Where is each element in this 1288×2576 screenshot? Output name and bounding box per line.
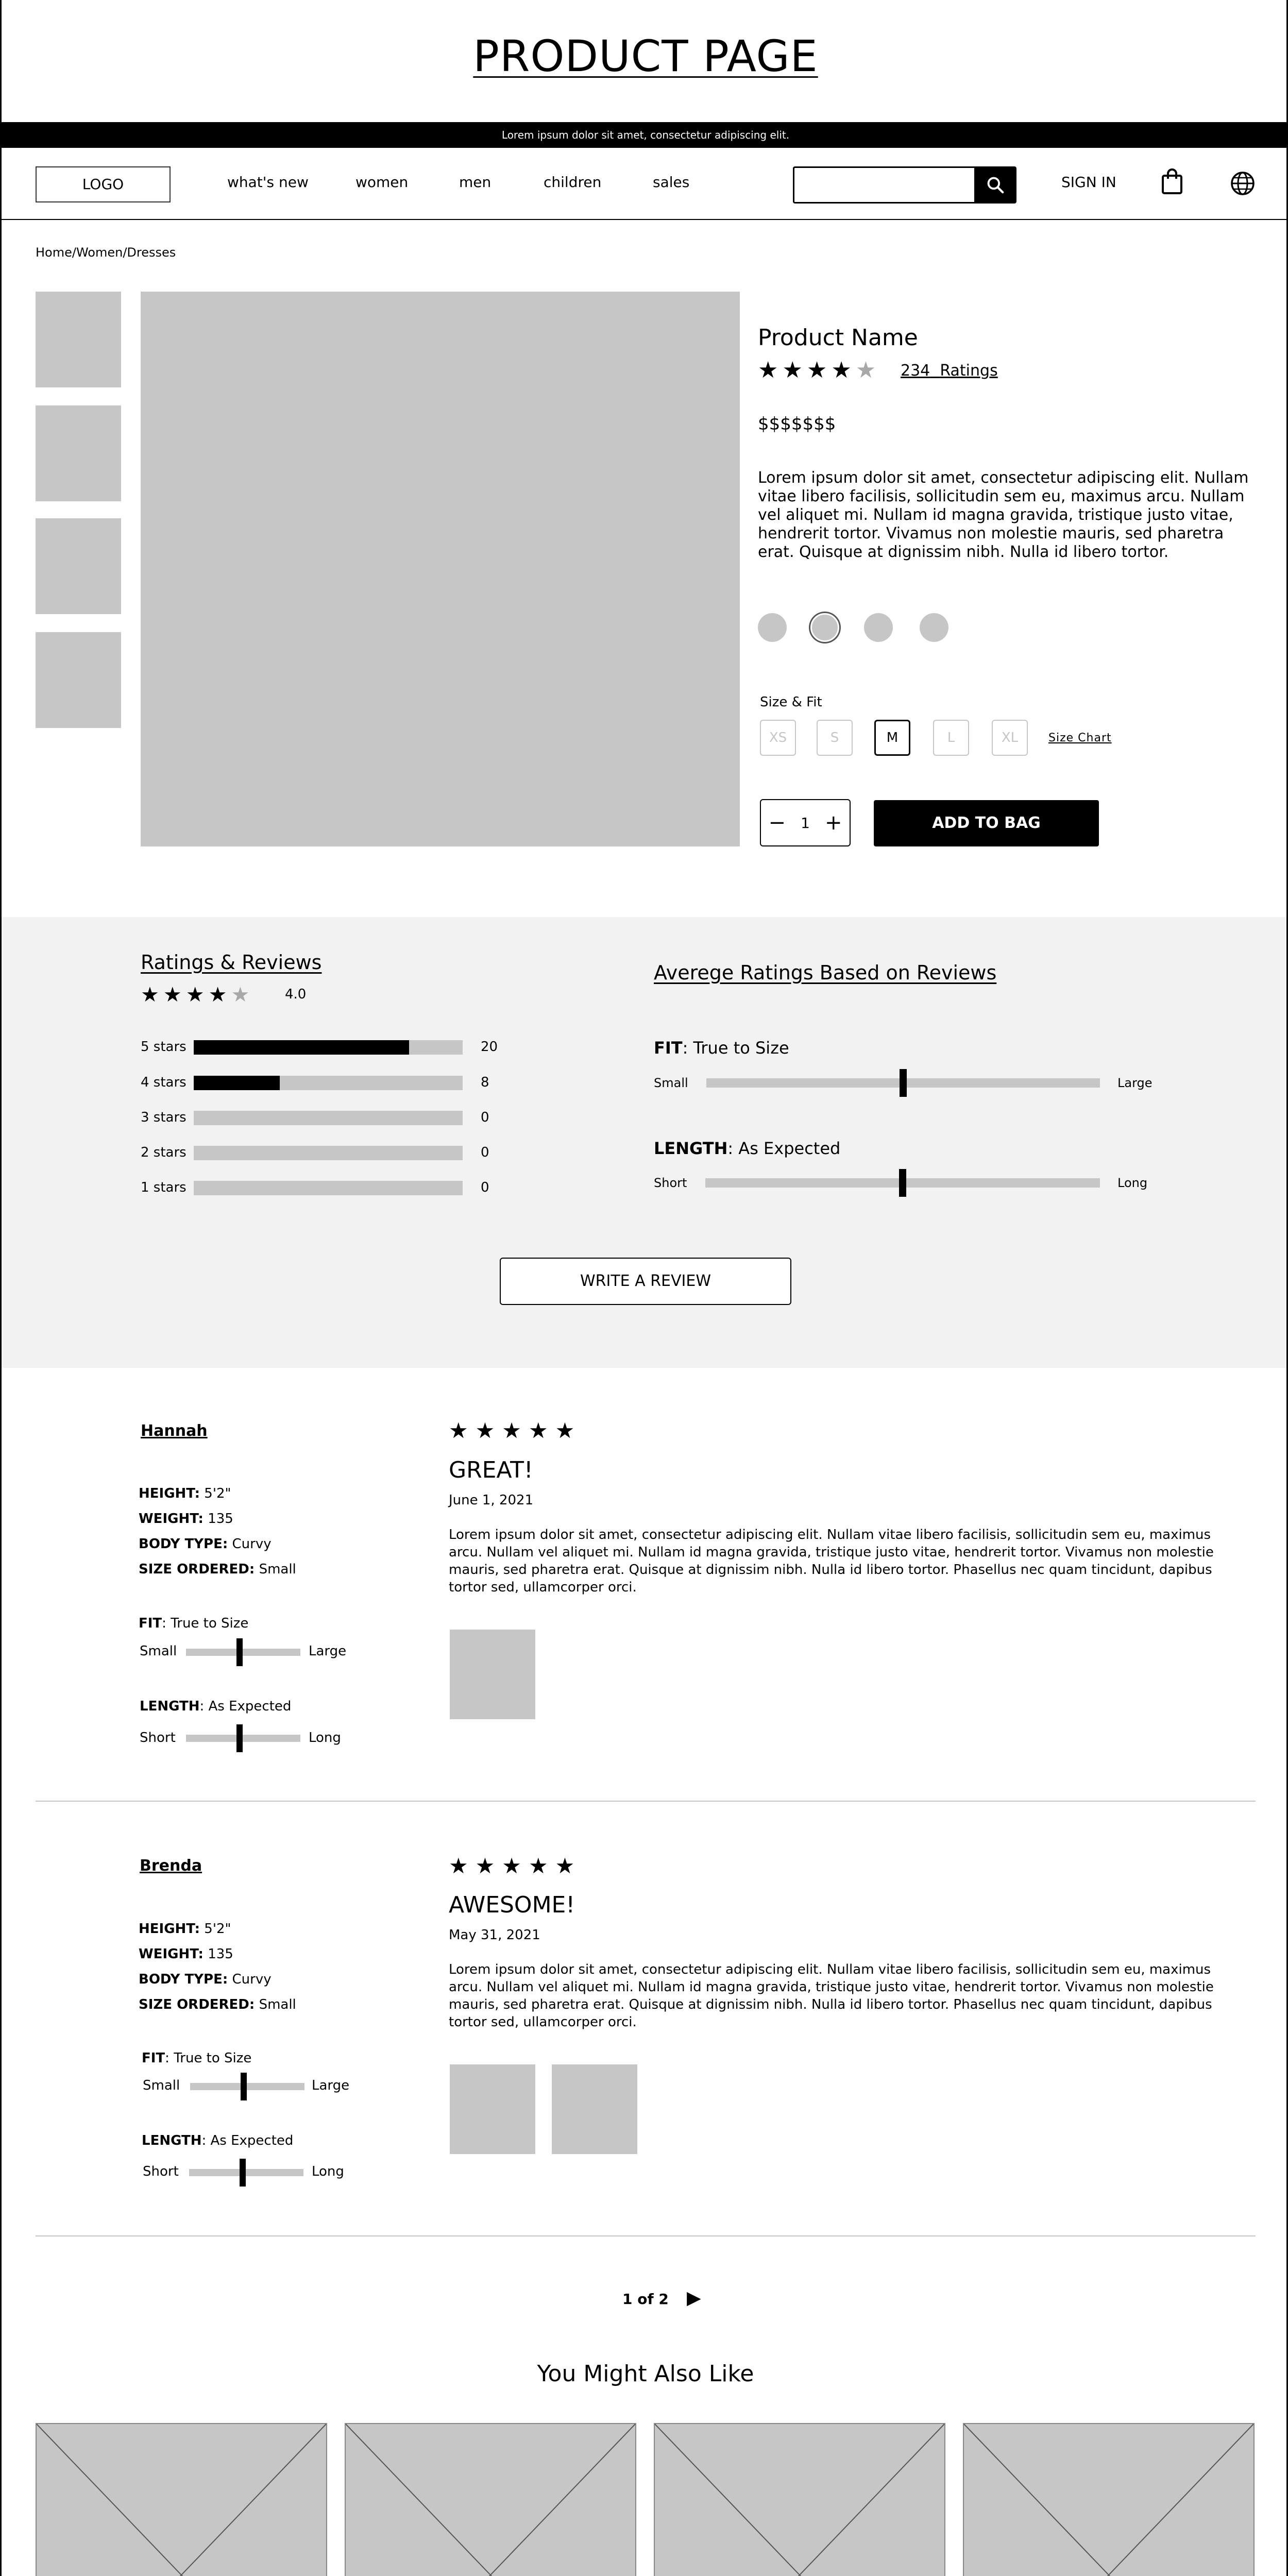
distribution-count: 20 [481,1039,498,1055]
page-heading: PRODUCT PAGE [473,31,818,81]
review-fit-track [190,2083,304,2090]
review-stars: ★★★★★ [449,1418,582,1443]
color-swatch[interactable] [758,613,787,642]
next-page-button[interactable] [687,2287,701,2309]
ratings-label: Ratings [940,362,998,380]
shopping-bag-button[interactable] [1161,167,1183,197]
length-summary-label: LENGTH: As Expected [654,1139,841,1158]
average-rating-stars [141,983,253,1007]
star-icon: ★★★★ [758,357,856,383]
color-swatch-selected[interactable] [810,613,839,642]
review-divider [36,2235,1256,2236]
recommendation-image[interactable] [963,2423,1255,2576]
write-review-button[interactable]: WRITE A REVIEW [500,1258,791,1305]
shopping-bag-icon [1161,167,1183,195]
product-thumbnail[interactable] [36,405,121,501]
review-photo[interactable] [552,2064,637,2154]
length-summary-track [705,1178,1100,1188]
fit-max-label: Large [1117,1076,1153,1090]
product-thumbnail[interactable] [36,292,121,387]
review-length-track [189,2169,303,2176]
review-length-min: Short [140,1730,176,1745]
ratings-reviews-title: Ratings & Reviews [141,951,322,974]
review-length-min: Short [143,2164,179,2179]
review-body: Lorem ipsum dolor sit amet, consectetur adipiscing elit. Nullam vitae libero facilisis, sollicitudin sem eu, maximus arcu. Nullam vel aliquet mi. Nullam id magna gravida, tristique justo vitae, hendrerit tortor. Vivamus non molestie mauris, sed pharetra erat. Quisque at dignissim nibh. Nulla id libero tortor. Phasellus nec quam tincidunt, dapibus tortor sed, ullamcorper orci. [449,1962,1214,2030]
add-to-bag-button[interactable]: ADD TO BAG [874,800,1099,846]
review-fit-max: Large [312,2078,350,2093]
pagination-status: 1 of 2 [622,2291,669,2308]
review-photo[interactable] [450,2064,535,2154]
reviewer-height: HEIGHT: 5'2" [139,1921,231,1937]
distribution-label: 2 stars [141,1145,187,1160]
review-fit-label: FIT: True to Size [139,1616,249,1631]
product-name: Product Name [758,325,918,351]
size-option-l[interactable]: L [933,720,969,756]
fit-min-label: Small [654,1076,688,1090]
minus-icon[interactable]: − [768,811,786,835]
play-arrow-icon: ▶ [687,2287,701,2309]
ratings-count: 234 [901,362,930,380]
distribution-bar [194,1076,463,1090]
review-fit-label: FIT: True to Size [142,2050,252,2066]
review-length-track [186,1735,300,1742]
product-rating-stars [758,359,880,382]
review-body: Lorem ipsum dolor sit amet, consectetur adipiscing elit. Nullam vitae libero facilisis, sollicitudin sem eu, maximus arcu. Nullam vel aliquet mi. Nullam id magna gravida, tristique justo vitae, hendrerit tortor. Vivamus non molestie mauris, sed pharetra erat. Quisque at dignissim nibh. Nulla id libero tortor. Phasellus nec quam tincidunt, dapibus tortor sed, ullamcorper orci. [449,1527,1214,1595]
search-button[interactable] [974,166,1016,204]
globe-icon [1230,171,1256,196]
review-length-marker [240,2159,246,2187]
review-date: June 1, 2021 [449,1493,534,1508]
reviewer-name[interactable]: Hannah [141,1422,208,1440]
image-placeholder-icon [964,2424,1253,2576]
review-fit-max: Large [309,1643,347,1659]
nav-link-sales[interactable]: sales [653,174,690,191]
image-placeholder-icon [346,2424,635,2576]
product-price: $$$$$$$ [758,414,836,434]
size-option-s[interactable]: S [817,720,853,756]
reviewer-name[interactable]: Brenda [140,1857,202,1875]
star-empty-icon: ★ [855,357,880,383]
review-photo[interactable] [450,1630,535,1719]
image-placeholder-icon [37,2424,326,2576]
length-marker [899,1169,906,1197]
nav-link-men[interactable]: men [459,174,492,191]
reviewer-weight: WEIGHT: 135 [139,1511,233,1527]
fit-summary-label: FIT: True to Size [654,1038,789,1058]
distribution-bar [194,1111,463,1125]
distribution-count: 0 [481,1110,489,1125]
distribution-label: 3 stars [141,1110,187,1125]
star-empty-icon: ★ [231,983,254,1007]
nav-link-children[interactable]: children [544,174,602,191]
reviewer-size-ordered: SIZE ORDERED: Small [139,1562,296,1577]
search-icon [986,175,1005,195]
average-ratings-title: Averege Ratings Based on Reviews [654,961,997,984]
review-length-label: LENGTH: As Expected [142,2133,294,2148]
quantity-value: 1 [801,814,810,832]
language-button[interactable] [1230,171,1256,198]
review-title: GREAT! [449,1457,533,1483]
size-option-m[interactable]: M [874,720,910,756]
size-option-xs[interactable]: XS [760,720,796,756]
recommendation-image[interactable] [654,2423,945,2576]
distribution-count: 8 [481,1075,489,1090]
distribution-label: 1 stars [141,1180,187,1195]
color-swatch[interactable] [920,613,948,642]
review-fit-min: Small [143,2078,180,2093]
distribution-count: 0 [481,1180,489,1195]
product-thumbnail[interactable] [36,632,121,728]
size-option-xl[interactable]: XL [992,720,1028,756]
review-title: AWESOME! [449,1892,575,1918]
fit-summary-track [706,1078,1100,1088]
product-thumbnail[interactable] [36,518,121,614]
recommendations-title: You Might Also Like [537,2361,754,2387]
review-date: May 31, 2021 [449,1927,540,1943]
distribution-bar [194,1146,463,1160]
nav-link-whats-new[interactable]: what's new [227,174,309,191]
reviewer-height: HEIGHT: 5'2" [139,1486,231,1501]
size-chart-link[interactable]: Size Chart [1048,732,1112,744]
quantity-stepper [760,799,851,846]
product-main-image [141,292,740,846]
breadcrumb[interactable]: Home/Women/Dresses [36,245,176,260]
distribution-count: 0 [481,1145,489,1160]
review-stars: ★★★★★ [449,1853,582,1878]
length-max-label: Long [1117,1176,1148,1190]
average-rating-value: 4.0 [285,987,307,1002]
sign-in-link[interactable]: SIGN IN [1061,174,1116,191]
fit-marker [900,1069,907,1097]
review-length-max: Long [309,1730,341,1745]
nav-link-women[interactable]: women [355,174,409,191]
reviewer-body-type: BODY TYPE: Curvy [139,1536,272,1552]
search-input[interactable] [793,166,975,204]
ratings-link[interactable] [901,362,998,380]
logo[interactable]: LOGO [36,166,171,202]
reviewer-weight: WEIGHT: 135 [139,1946,233,1962]
distribution-label: 4 stars [141,1075,187,1090]
color-swatch[interactable] [864,613,893,642]
length-min-label: Short [654,1176,687,1190]
size-fit-label: Size & Fit [760,694,822,710]
review-fit-track [186,1649,300,1656]
star-icon: ★★★★ [141,983,231,1007]
product-description: Lorem ipsum dolor sit amet, consectetur adipiscing elit. Nullam vitae libero facilisis, sollicitudin sem eu, maximus arcu. Nullam vel aliquet mi. Nullam id magna gravida, tristique justo vitae, hendrerit tortor. Vivamus non molestie mauris, sed pharetra erat. Quisque at dignissim nibh. Nulla id libero tortor. [758,469,1249,561]
distribution-bar [194,1181,463,1195]
plus-icon[interactable]: + [824,811,842,835]
review-length-marker [236,1724,243,1752]
review-fit-marker [241,2073,247,2100]
reviewer-size-ordered: SIZE ORDERED: Small [139,1997,296,2012]
review-divider [36,1801,1256,1802]
review-length-label: LENGTH: As Expected [140,1699,292,1714]
review-length-max: Long [312,2164,344,2179]
review-fit-min: Small [140,1643,177,1659]
top-navigation [2,148,1288,220]
distribution-label: 5 stars [141,1039,187,1055]
image-placeholder-icon [655,2424,944,2576]
reviewer-body-type: BODY TYPE: Curvy [139,1972,272,1987]
distribution-bar [194,1040,463,1055]
recommendation-image[interactable] [345,2423,636,2576]
review-fit-marker [236,1638,243,1666]
recommendation-image[interactable] [36,2423,327,2576]
announcement-bar: Lorem ipsum dolor sit amet, consectetur adipiscing elit. [2,122,1288,148]
